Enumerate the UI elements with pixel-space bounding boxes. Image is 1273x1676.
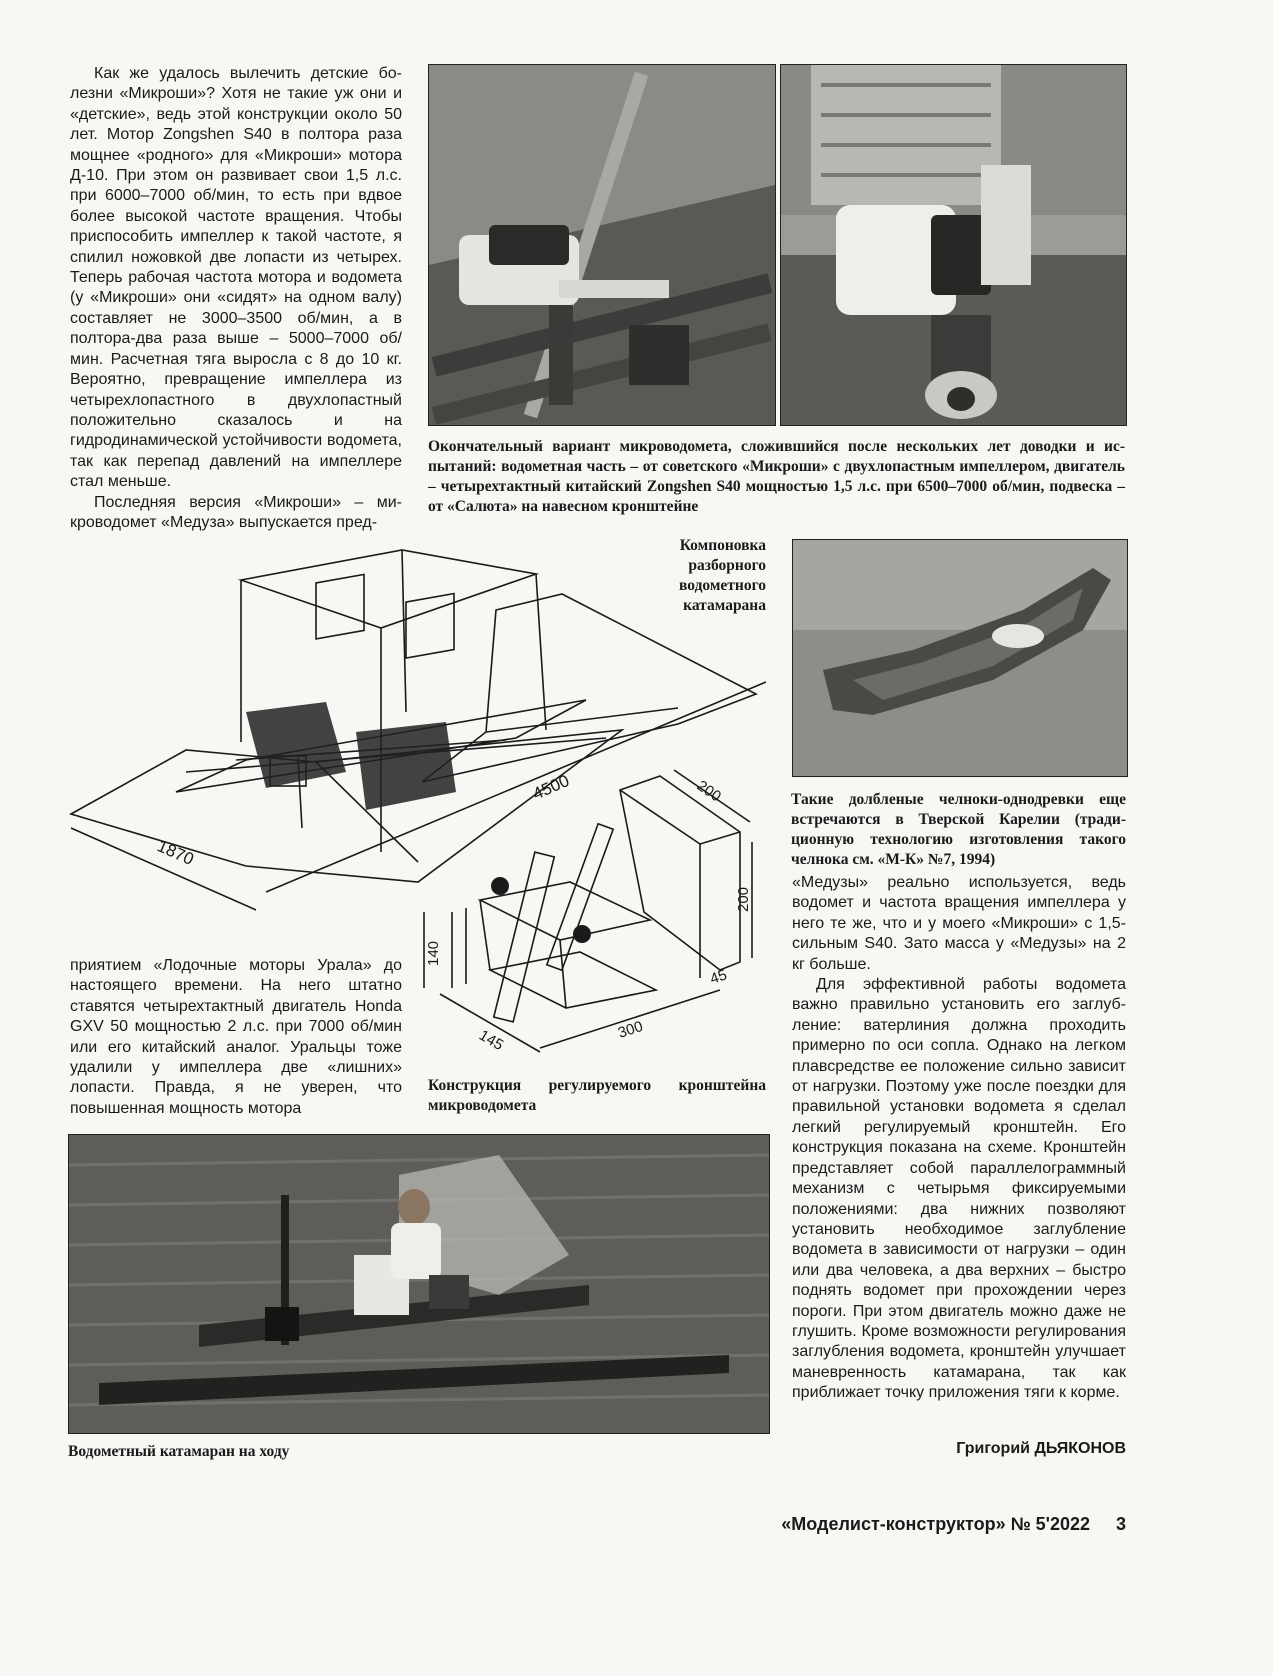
caption-bracket: Конструкция регулируемого кронштейна микроводомета xyxy=(428,1077,766,1114)
paragraph: приятием «Лодочные моторы Урала» до настоящего времени. На него штатно ставятся четырехтактный двигатель Honda GXV 50 мощностью 2 л.с. при 7000 об/мин или его китайский аналог. Уральцы тоже удалили у импеллера две «лишних» лопасти. Правда, я не уверен, что повышенная мощность мотора xyxy=(70,957,402,1117)
paragraph: Как же удалось вылечить детские болезни «Микроши»? Хотя не такие уж они и «детские», ведь этой конструкции около 50 лет. Мотор Zongshen S40 в полтора раза мощнее «родного» для «Микроши» мотора Д-10. При этом он развивает свои 1,5 л.с. при 6000–7000 об/мин, то есть при вдвое более высокой частоте вращения. Чтобы приспособить импеллер к такой частоте, я спилил ножовкой две лопасти из четырех. Теперь рабочая частота мотора и водомета (у «Микроши» они «сидят» на одном валу) составляет не 3000–3500 об/мин, а в полтора-два раза выше – 5000–7000 об/мин. Расчетная тяга выросла с 8 до 10 кг. Вероятно, превращение импеллера из четырехлопастного в двухлопастный положительно сказалось и на гидродинамической устойчивости водомета, так как перепад давлений на импеллере стал меньше. xyxy=(70,65,402,491)
photo-engine-on-cart xyxy=(428,64,776,426)
photo-catamaran-underway xyxy=(68,1134,770,1434)
dimension-top-label: 200 xyxy=(693,777,725,806)
photo-engine-on-bracket xyxy=(780,64,1127,426)
article-text-column-left-top xyxy=(70,64,402,533)
page-number: 3 xyxy=(1115,1514,1126,1534)
dimension-left-label: 140 xyxy=(425,940,442,966)
paragraph: Для эффективной работы водомета важно правильно установить его заглубление: ватерлиния должна проходить примерно по оси сопла. Однако на легком плавсредстве ее положение сильно зависит от нагрузки. Поэтому уже после поездки для правильной установки водомета я сделал легкий регулируемый кронштейн. Его конструкция показана на схеме. Кронштейн представляет собой параллелограммный механизм с четырьмя фиксируемыми положениями: два нижних позволяют установить необходимое заглубление водомета в зависимости от нагрузки – один или два человека, а два верхних – быстро поднять водомет при прохождении через пороги. При этом двигатель можно даже не глушить. Кроме возможности регулирования заглубления водомета, кронштейн улучшает маневренность катамарана, так как приближает точку приложения тяги к корме. xyxy=(792,976,1126,1402)
article-text-column-right xyxy=(792,873,1126,1404)
paragraph: Последняя версия «Микроши» – микроводомет «Медуза» выпускается пред- xyxy=(70,493,402,531)
photo-dugout-canoe xyxy=(792,539,1128,777)
magazine-footer: «Моделист-конструктор» № 5'2022 xyxy=(781,1514,1090,1534)
caption-catamaran: Водометный катамаран на ходу xyxy=(68,1443,290,1460)
article-text-column-left-bottom xyxy=(70,956,402,1119)
dimension-depth-label: 145 xyxy=(476,1026,507,1054)
dimension-length-label: 4500 xyxy=(529,770,573,804)
dimension-side-label: 200 xyxy=(735,886,752,912)
dimension-small-label: 45 xyxy=(707,966,730,988)
dimension-width-label: 1870 xyxy=(154,836,197,870)
caption-layout: Компоновка разборного водометного катамарана xyxy=(679,537,766,614)
author-name: Григорий ДЬЯКОНОВ xyxy=(956,1440,1126,1457)
dimension-length-label: 300 xyxy=(615,1017,646,1042)
bracket-drawing xyxy=(420,762,765,1062)
paragraph: «Медузы» реально используется, ведь водомет и частота вращения импеллера у него те же, что и у моего «Микроши» с 1,5-сильным S40. Зато масса у «Медузы» на 2 кг больше. xyxy=(792,874,1126,973)
caption-canoe: Такие долбленые челноки-однодревки еще встречаются в Тверской Карелии (традиционную технологию изготовления такого челнока см. «М-К» №7, 1994) xyxy=(791,791,1126,868)
caption-top-photos: Окончательный вариант микроводомета, сложившийся после нескольких лет доводки и испытаний: водометная часть – от советского «Микроши» с двухлопастным импеллером, двигатель – четырехтактный китайский Zongshen S40 мощностью 1,5 л.с. при 6500–7000 об/мин, подвеска – от «Салюта» на навесном кронштейне xyxy=(428,438,1125,515)
